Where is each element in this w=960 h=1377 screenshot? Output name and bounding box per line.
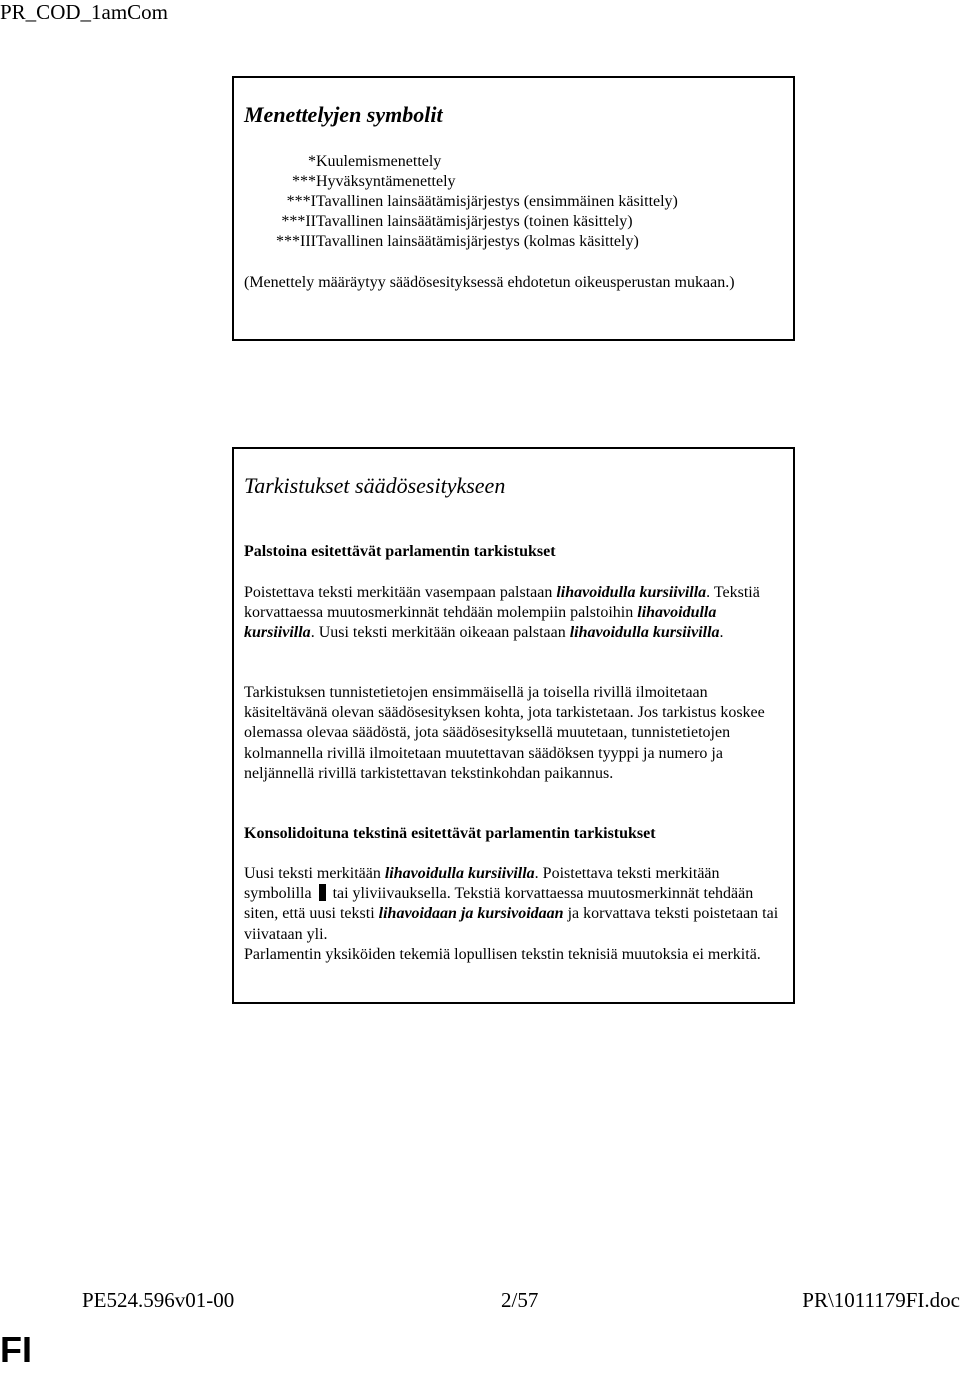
technical-changes-text: Parlamentin yksiköiden tekemiä lopullisen tekstin teknisiä muutoksia ei merkitä. [244,945,761,963]
symbol-description: Tavallinen lainsäätämisjärjestys (toinen käsittely) [316,213,633,230]
symbol-row [234,152,793,172]
symbol-row [234,172,793,192]
bold-italic-text: lihavoidulla kursiivilla [384,865,535,882]
bold-italic-text: lihavoidulla kursiivilla [569,624,720,642]
bold-italic-text: lihavoidulla kursiivilla [556,584,707,601]
consolidated-amendments-paragraph [244,864,784,965]
symbol-description: Kuulemismenettely [316,153,442,170]
symbol-code: *** [292,173,316,190]
symbol-code: * [308,153,316,170]
symbol-row [234,212,793,232]
text-run: . Uusi teksti merkitään oikeaan palstaan [310,624,570,642]
symbol-row [234,192,793,212]
procedure-symbols-box [232,76,795,341]
symbol-code: ***II [281,213,316,230]
document-code-header: PR_COD_1amCom [0,0,169,24]
procedure-note: (Menettely määräytyy säädösesityksessä ehdotetun oikeusperustan mukaan.) [244,274,735,291]
text-run: . Poistettava teksti merkitään symbolilla [244,865,720,903]
symbol-code: ***I [286,193,316,210]
footer-page-number: 2/57 [501,1288,539,1312]
symbols-box-title: Menettelyjen symbolit [244,102,443,127]
symbol-row [234,232,793,252]
symbol-description: Tavallinen lainsäätämisjärjestys (ensimmäinen käsittely) [316,193,678,210]
text-run: . Tekstiä korvattaessa muutosmerkinnät tehdään molempiin palstoihin [244,584,760,622]
consolidated-amendments-heading: Konsolidoituna tekstinä esitettävät parlamentin tarkistukset [244,825,656,842]
text-run: Uusi teksti merkitään [244,865,385,882]
identification-paragraph: Tarkistuksen tunnistetietojen ensimmäisellä ja toisella rivillä ilmoitetaan käsiteltävänä olevan säädösesityksen kohta, jota tarkistetaan. Jos tarkistus koskee olemassa olevaa säädöstä, jota säädösesityksellä muutetaan, tunnistetietojen kolmannella rivillä ilmoitetaan muutettavan säädöksen tyyppi ja numero ja neljännellä rivillä tarkistettavan tekstinkohdan paikannus. [244,684,765,782]
footer-file-name: PR\1011179FI.doc [802,1288,960,1312]
text-run: . [719,624,724,642]
text-run: tai yliviivauksella. Tekstiä korvattaessa muutosmerkinnät tehdään siten, että uusi teksti [244,885,754,923]
language-code: FI [0,1329,32,1370]
deletion-symbol-icon [319,884,326,901]
symbol-description: Tavallinen lainsäätämisjärjestys (kolmas käsittely) [316,233,639,250]
text-run: ja korvattava teksti poistetaan tai viivataan yli. [244,905,779,943]
footer-document-reference: PE524.596v01-00 [82,1288,235,1312]
amendments-box-title: Tarkistukset säädösesitykseen [244,473,506,498]
symbol-description: Hyväksyntämenettely [316,173,456,190]
amendments-box [232,447,795,1004]
symbol-code: ***III [276,233,316,250]
column-amendments-heading: Palstoina esitettävät parlamentin tarkistukset [244,543,556,560]
text-run: Poistettava teksti merkitään vasempaan palstaan [244,584,557,601]
column-amendments-paragraph [244,583,784,644]
bold-italic-text: lihavoidaan ja kursivoidaan [378,905,564,923]
bold-italic-text: lihavoidulla kursiivilla [244,604,717,642]
